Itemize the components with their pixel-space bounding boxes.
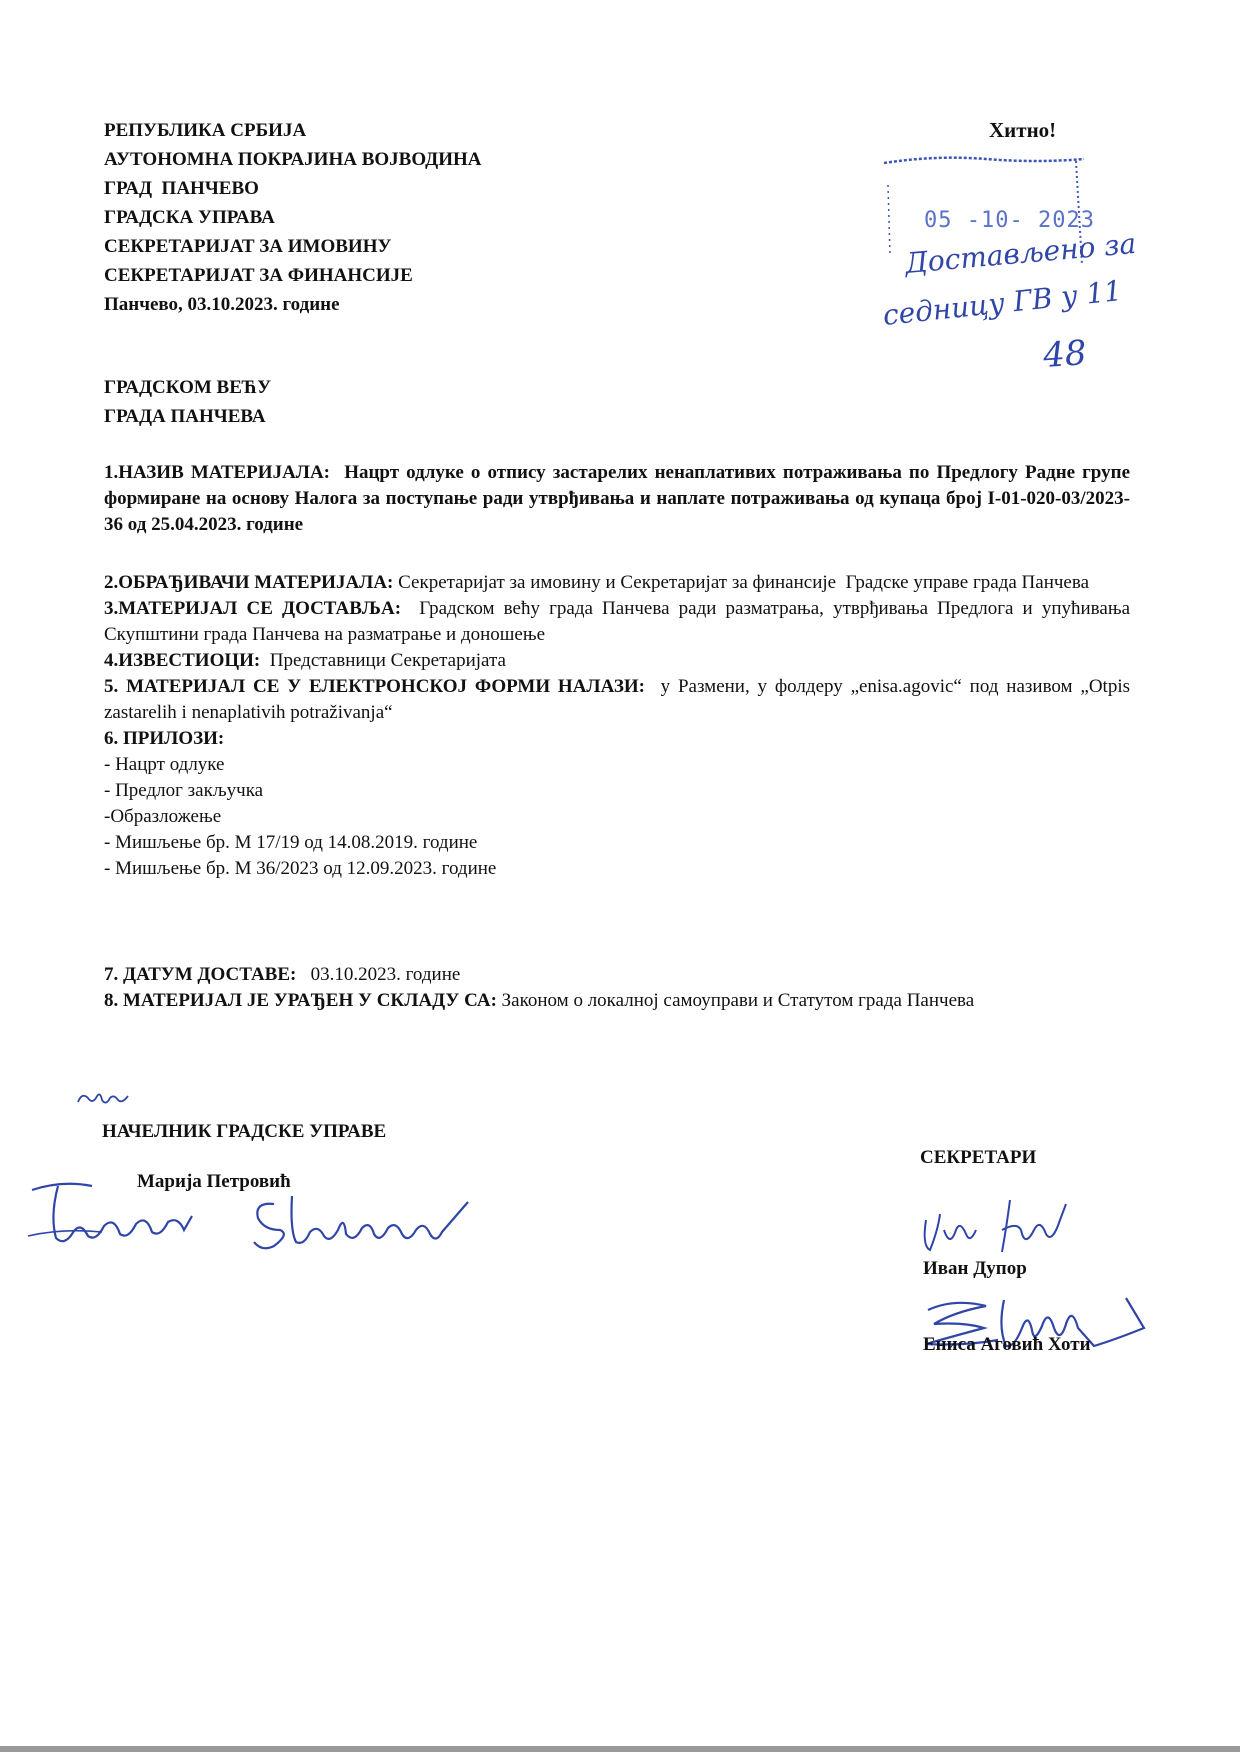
item-8-label: 8. МАТЕРИЈАЛ ЈЕ УРАЂЕН У СКЛАДУ СА: bbox=[104, 990, 497, 1011]
secretary-1-name: Иван Дупор bbox=[923, 1258, 1027, 1279]
item-3-text: Градском већу града Панчева ради разматрања, утврђивања Предлога и упућивања Скупштини града Панчева на разматрање и доношење bbox=[104, 598, 1131, 645]
header-line-administration: ГРАДСКА УПРАВА bbox=[104, 207, 275, 228]
stamp-handwriting-line-1: Достављено за bbox=[903, 226, 1138, 280]
issuer-header bbox=[104, 116, 482, 319]
received-stamp bbox=[876, 145, 1138, 385]
stamp-handwriting-line-2: седницу ГВ у 11 bbox=[881, 274, 1124, 332]
chief-title: НАЧЕЛНИК ГРАДСКЕ УПРАВЕ bbox=[102, 1121, 387, 1142]
secretary-2-name: Ениса Аговић Хоти bbox=[923, 1334, 1091, 1355]
stamp-handwriting-line-3: 48 bbox=[1041, 333, 1088, 376]
header-line-secretariat-finance: СЕКРЕТАРИЈАТ ЗА ФИНАНСИЈЕ bbox=[104, 265, 413, 286]
item-3-delivery bbox=[104, 596, 1130, 648]
attachment-item: - Мишљење бр. М 17/19 од 14.08.2019. године bbox=[104, 832, 478, 853]
scan-edge-line bbox=[0, 1746, 1240, 1752]
item-8-compliance bbox=[104, 988, 1130, 1014]
header-line-secretariat-property: СЕКРЕТАРИЈАТ ЗА ИМОВИНУ bbox=[104, 236, 392, 257]
attachment-item: - Нацрт одлуке bbox=[104, 754, 225, 775]
secretaries-title: СЕКРЕТАРИ bbox=[920, 1147, 1037, 1168]
stamp-date: 05 -10- 2023 bbox=[924, 208, 1095, 233]
item-1-text: Нацрт одлуке о отпису застарелих ненаплативих потраживања по Предлогу Радне групе формиране на основу Налога за поступање ради утврђивања и наплате потраживања од купаца број I-01-020-03/2023-36 од 25.04.2023. године bbox=[104, 462, 1131, 535]
chief-signature-1 bbox=[22, 1176, 212, 1256]
items-7-to-8 bbox=[104, 962, 1130, 1014]
item-5-text: у Размени, у фолдеру „enisa.agovic“ под називом „Otpis zastarelih i nenaplativih potraživanja“ bbox=[104, 676, 1130, 723]
chief-signature-2 bbox=[244, 1190, 484, 1262]
secretary-1-signature bbox=[910, 1190, 1080, 1260]
item-7-delivery-date bbox=[104, 962, 1130, 988]
attachment-item: - Мишљење бр. М 36/2023 од 12.09.2023. године bbox=[104, 858, 497, 879]
item-4-label: 4.ИЗВЕСТИОЦИ: bbox=[104, 650, 261, 671]
item-4-reporters bbox=[104, 648, 1130, 674]
item-3-label: 3.МАТЕРИЈАЛ СЕ ДОСТАВЉА: bbox=[104, 598, 402, 619]
item-7-label: 7. ДАТУМ ДОСТАВЕ: bbox=[104, 964, 297, 985]
item-6-label: 6. ПРИЛОЗИ: bbox=[104, 728, 225, 749]
item-7-text: 03.10.2023. године bbox=[310, 964, 461, 985]
item-2-text: Секретаријат за имовину и Секретаријат за финансије Градске управе града Панчева bbox=[398, 572, 1090, 593]
urgent-mark: Хитно! bbox=[989, 118, 1057, 142]
recipient-line-2: ГРАДА ПАНЧЕВА bbox=[104, 406, 266, 427]
item-1-material-name bbox=[104, 460, 1130, 538]
attachment-item: - Предлог закључка bbox=[104, 780, 264, 801]
recipient-line-1: ГРАДСКОМ ВЕЋУ bbox=[104, 377, 272, 398]
header-line-place-date: Панчево, 03.10.2023. године bbox=[104, 294, 340, 315]
item-1-label: 1.НАЗИВ МАТЕРИЈАЛА: bbox=[104, 462, 330, 483]
header-line-city: ГРАД ПАНЧЕВО bbox=[104, 178, 259, 199]
recipient-block bbox=[104, 373, 271, 431]
header-line-province: АУТОНОМНА ПОКРАЈИНА ВОЈВОДИНА bbox=[104, 149, 482, 170]
item-2-preparers bbox=[104, 570, 1130, 596]
item-2-label: 2.ОБРАЂИВАЧИ МАТЕРИЈАЛА: bbox=[104, 572, 394, 593]
attachment-item: -Образложење bbox=[104, 806, 222, 827]
item-4-text: Представници Секретаријата bbox=[269, 650, 506, 671]
initials-mark bbox=[74, 1086, 136, 1110]
item-5-label: 5. МАТЕРИЈАЛ СЕ У ЕЛЕКТРОНСКОЈ ФОРМИ НАЛАЗИ: bbox=[104, 676, 645, 697]
item-5-electronic-form bbox=[104, 674, 1130, 726]
header-line-country: РЕПУБЛИКА СРБИЈА bbox=[104, 120, 307, 141]
chief-name: Марија Петровић bbox=[137, 1171, 291, 1192]
items-2-to-6 bbox=[104, 570, 1130, 882]
item-8-text: Законом о локалној самоуправи и Статутом града Панчева bbox=[501, 990, 975, 1011]
